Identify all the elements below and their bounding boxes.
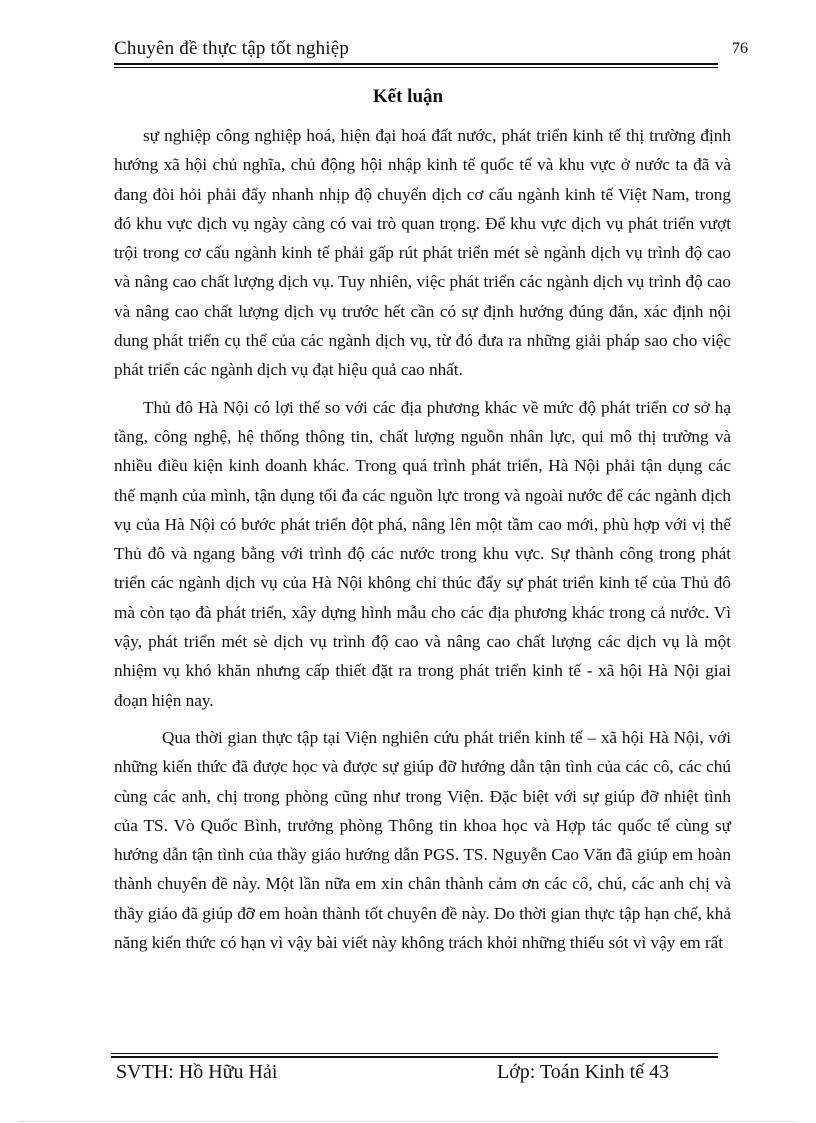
running-header-title: Chuyên đề thực tập tốt nghiệp: [114, 38, 350, 59]
header-rule-thin: [114, 67, 718, 68]
footer-class: Lớp: Toán Kinh tế 43: [497, 1061, 670, 1083]
footer-student-name: SVTH: Hồ Hữu Hải: [116, 1061, 278, 1083]
body-text: [114, 121, 731, 957]
paragraph-2: Thủ đô Hà Nội có lợi thế so với các địa phương khác về mức độ phát triển cơ sở hạ tầng, công nghệ, hệ thống thông tin, chất lượng nguồn nhân lực, qui mô thị trường và nhiều điều kiện kinh doanh khác. Trong quá trình phát triển, Hà Nội phải tận dụng các thế mạnh của mình, tận dụng tối đa các nguồn lực trong và ngoài nước để các ngành dịch vụ của Hà Nội có bước phát triển đột phá, nâng lên một tầm cao mới, phù hợp với vị thế Thủ đô và ngang bằng với trình độ các nước trong khu vực. Sự thành công trong phát triển các ngành dịch vụ của Hà Nội không chỉ thúc đẩy sự phát triển kinh tế của Thủ đô mà còn tạo đà phát triển, xây dựng hình mẫu cho các địa phương khác trong cả nước. Vì vậy, phát triển mét sè dịch vụ trình độ cao và nâng cao chất lượng các dịch vụ là một nhiệm vụ khó khăn nhưng cấp thiết đặt ra trong phát triển kinh tế - xã hội Hà Nội giai đoạn hiện nay.: [114, 397, 731, 710]
page-edge-divider: [20, 1121, 796, 1122]
header-rule: [114, 63, 718, 65]
footer-rule-thick: [111, 1056, 718, 1058]
footer-rule: [111, 1053, 718, 1054]
section-heading: Kết luận: [372, 86, 444, 107]
paragraph-3: Qua thời gian thực tập tại Viện nghiên cứu phát triển kinh tế – xã hội Hà Nội, với những kiến thức đã được học và được sự giúp đỡ hướng dẫn tận tình của các cô, các chú cùng các anh, chị trong phòng cũng như trong Viện. Đặc biệt với sự giúp đỡ nhiệt tình của TS. Vò Quốc Bình, trưởng phòng Thông tin khoa học và Hợp tác quốc tế cùng sự hướng dẫn tận tình của thầy giáo hướng dẫn PGS. TS. Nguyễn Cao Văn đã giúp em hoàn thành chuyên đề này. Một lần nữa em xin chân thành cảm ơn các cô, chú, các anh chị và thầy giáo đã giúp đỡ em hoàn thành tốt chuyên đề này. Do thời gian thực tập hạn chế, khả năng kiến thức có hạn vì vậy bài viết này không trách khỏi những thiếu sót vì vậy em rất: [114, 727, 731, 953]
paragraph-1: sự nghiệp công nghiệp hoá, hiện đại hoá đất nước, phát triển kinh tế thị trường định hướng xã hội chủ nghĩa, chủ động hội nhập kinh tế quốc tế và khu vực ở nước ta đã và đang đòi hỏi phải đẩy nhanh nhịp độ chuyển dịch cơ cấu ngành kinh tế Việt Nam, trong đó khu vực dịch vụ ngày càng có vai trò quan trọng. Để khu vực dịch vụ phát triển vượt trội trong cơ cấu ngành kinh tế phải gấp rút phát triển mét sè ngành dịch vụ trình độ cao và nâng cao chất lượng dịch vụ. Tuy nhiên, việc phát triển các ngành dịch vụ trình độ cao và nâng cao chất lượng dịch vụ trước hết cần có sự định hướng đúng đắn, xác định nội dung phát triển cụ thể của các ngành dịch vụ, từ đó đưa ra những giải pháp sao cho việc phát triển các ngành dịch vụ đạt hiệu quả cao nhất.: [114, 126, 731, 380]
page-number: 76: [732, 40, 748, 57]
